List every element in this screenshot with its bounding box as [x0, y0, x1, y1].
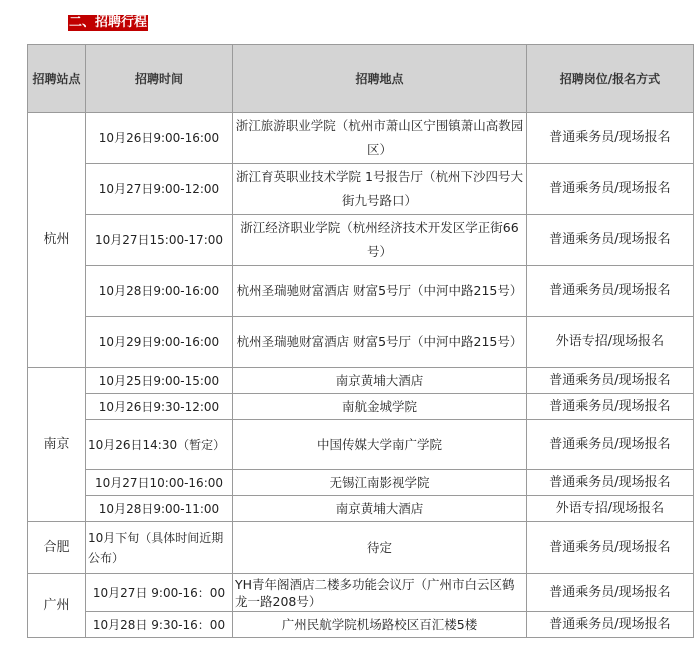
- position-cell: 普通乘务员/现场报名: [527, 420, 694, 470]
- table-row: [28, 113, 694, 164]
- time-cell: 10月29日9:00-16:00: [86, 317, 233, 368]
- location-cell: 待定: [233, 522, 527, 574]
- position-cell: 普通乘务员/现场报名: [527, 612, 694, 638]
- location-cell: 浙江经济职业学院（杭州经济技术开发区学正街66号）: [233, 215, 527, 266]
- table-row: [28, 470, 694, 496]
- location-cell: 浙江旅游职业学院（杭州市萧山区宁围镇萧山高教园区）: [233, 113, 527, 164]
- position-cell: 外语专招/现场报名: [527, 317, 694, 368]
- position-cell: 普通乘务员/现场报名: [527, 574, 694, 612]
- table-row: [28, 164, 694, 215]
- table-row: [28, 317, 694, 368]
- position-cell: 普通乘务员/现场报名: [527, 394, 694, 420]
- time-cell: 10月26日14:30（暂定）: [86, 420, 233, 470]
- time-cell: 10月26日9:30-12:00: [86, 394, 233, 420]
- location-cell: 杭州圣瑞驰财富酒店 财富5号厅（中河中路215号）: [233, 317, 527, 368]
- table-row: [28, 368, 694, 394]
- time-cell: 10月28日9:00-11:00: [86, 496, 233, 522]
- station-cell-nanjing: 南京: [28, 368, 86, 522]
- location-cell: 南航金城学院: [233, 394, 527, 420]
- position-cell: 普通乘务员/现场报名: [527, 164, 694, 215]
- header-row: [28, 45, 694, 113]
- header-station: 招聘站点: [28, 45, 86, 113]
- table-row: [28, 574, 694, 612]
- position-cell: 普通乘务员/现场报名: [527, 522, 694, 574]
- position-cell: 普通乘务员/现场报名: [527, 266, 694, 317]
- station-cell-hefei: 合肥: [28, 522, 86, 574]
- position-cell: 普通乘务员/现场报名: [527, 368, 694, 394]
- table-row: [28, 394, 694, 420]
- location-cell: 南京黄埔大酒店: [233, 496, 527, 522]
- position-cell: 普通乘务员/现场报名: [527, 113, 694, 164]
- position-cell: 外语专招/现场报名: [527, 496, 694, 522]
- station-cell-hangzhou: 杭州: [28, 113, 86, 368]
- station-cell-guangzhou: 广州: [28, 574, 86, 638]
- time-cell: 10月27日10:00-16:00: [86, 470, 233, 496]
- time-cell: 10月26日9:00-16:00: [86, 113, 233, 164]
- position-cell: 普通乘务员/现场报名: [527, 215, 694, 266]
- location-cell: 中国传媒大学南广学院: [233, 420, 527, 470]
- table-row: [28, 522, 694, 574]
- time-cell: 10月28日 9:30-16：00: [86, 612, 233, 638]
- time-cell: 10月27日15:00-17:00: [86, 215, 233, 266]
- location-cell: YH青年阁酒店二楼多功能会议厅（广州市白云区鹤龙一路208号）: [233, 574, 527, 612]
- location-cell: 无锡江南影视学院: [233, 470, 527, 496]
- header-time: 招聘时间: [86, 45, 233, 113]
- table-row: [28, 215, 694, 266]
- table-row: [28, 612, 694, 638]
- table-row: [28, 420, 694, 470]
- section-heading: 二、招聘行程: [69, 15, 148, 30]
- recruitment-schedule-table: [27, 44, 694, 638]
- location-cell: 南京黄埔大酒店: [233, 368, 527, 394]
- location-cell: 杭州圣瑞驰财富酒店 财富5号厅（中河中路215号）: [233, 266, 527, 317]
- table-row: [28, 266, 694, 317]
- time-cell: 10月27日 9:00-16：00: [86, 574, 233, 612]
- location-cell: 浙江育英职业技术学院 1号报告厅（杭州下沙四号大街九号路口）: [233, 164, 527, 215]
- header-position: 招聘岗位/报名方式: [527, 45, 694, 113]
- time-cell: 10月27日9:00-12:00: [86, 164, 233, 215]
- time-cell: 10月25日9:00-15:00: [86, 368, 233, 394]
- time-cell: 10月下旬（具体时间近期公布）: [86, 522, 233, 574]
- time-cell: 10月28日9:00-16:00: [86, 266, 233, 317]
- header-location: 招聘地点: [233, 45, 527, 113]
- location-cell: 广州民航学院机场路校区百汇楼5楼: [233, 612, 527, 638]
- table-row: [28, 496, 694, 522]
- position-cell: 普通乘务员/现场报名: [527, 470, 694, 496]
